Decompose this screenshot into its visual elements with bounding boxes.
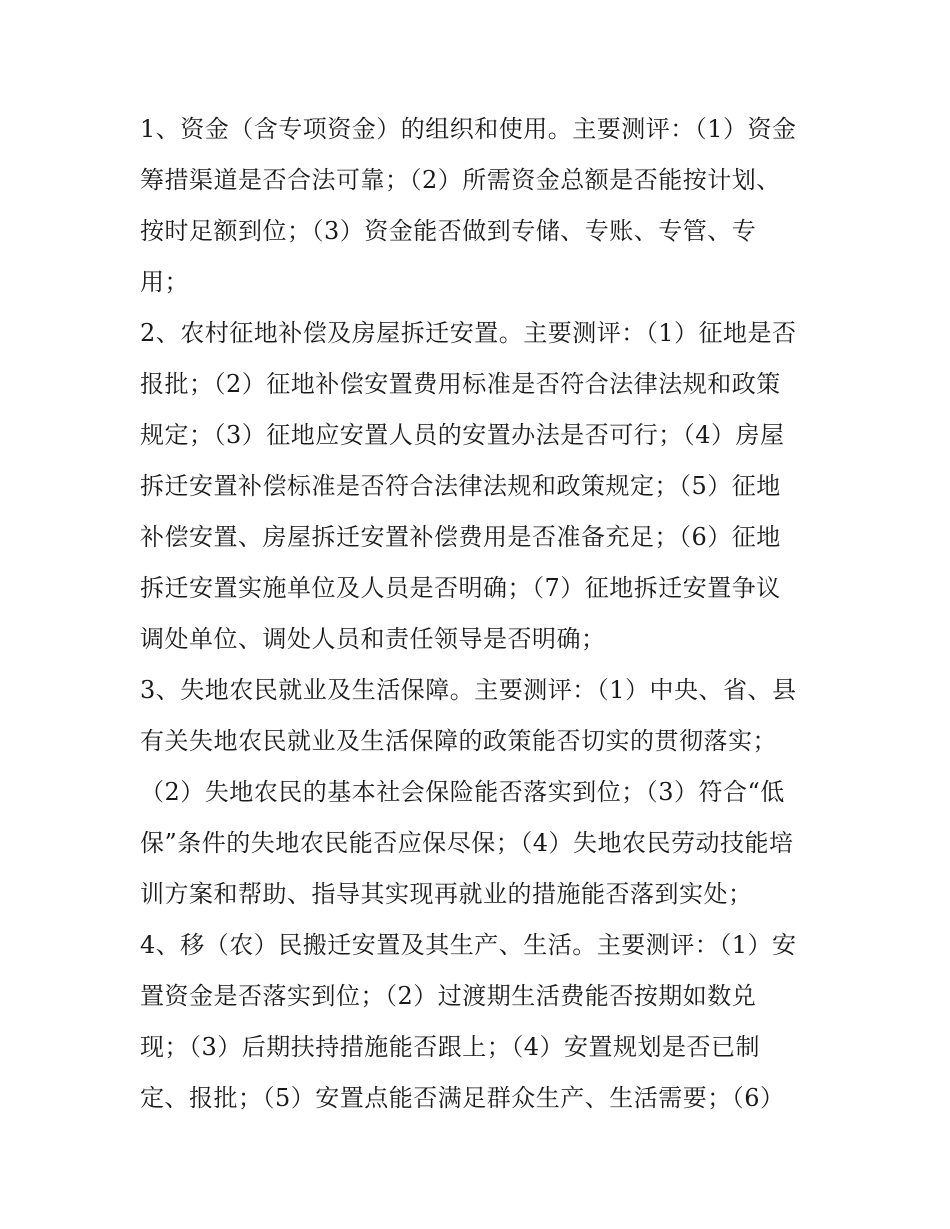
text-line: 2、农村征地补偿及房屋拆迁安置。主要测评：（1）征地是否: [140, 319, 797, 347]
text-line: 1、资金（含专项资金）的组织和使用。主要测评：（1）资金: [140, 115, 797, 143]
text-line: 拆迁安置实施单位及人员是否明确；（7）征地拆迁安置争议: [140, 574, 781, 602]
text-line: 报批；（2）征地补偿安置费用标准是否符合法律法规和政策: [140, 370, 781, 398]
text-line: 定、报批；（5）安置点能否满足群众生产、生活需要；（6）: [140, 1084, 785, 1112]
text-line: 训方案和帮助、指导其实现再就业的措施能否落到实处；: [140, 880, 753, 908]
text-line: 补偿安置、房屋拆迁安置补偿费用是否准备充足；（6）征地: [140, 523, 781, 551]
text-line: 按时足额到位；（3）资金能否做到专储、专账、专管、专: [140, 217, 757, 245]
text-line: 3、失地农民就业及生活保障。主要测评：（1）中央、省、县: [140, 676, 797, 704]
text-line: 筹措渠道是否合法可靠；（2）所需资金总额是否能按计划、: [140, 166, 781, 194]
text-line: 有关失地农民就业及生活保障的政策能否切实的贯彻落实；: [140, 727, 777, 755]
text-line: 保”条件的失地农民能否应保尽保；（4）失地农民劳动技能培: [140, 829, 794, 857]
text-line: 规定；（3）征地应安置人员的安置办法是否可行；（4）房屋: [140, 421, 785, 449]
text-line: 现；（3）后期扶持措施能否跟上；（4）安置规划是否已制: [140, 1033, 761, 1061]
text-line: 4、移（农）民搬迁安置及其生产、生活。主要测评：（1）安: [140, 931, 797, 959]
text-line: 拆迁安置补偿标准是否符合法律法规和政策规定；（5）征地: [140, 472, 781, 500]
document-body: [140, 104, 820, 1124]
text-line: 置资金是否落实到位；（2）过渡期生活费能否按期如数兑: [140, 982, 757, 1010]
text-line: 用；: [140, 268, 189, 296]
text-line: 调处单位、调处人员和责任领导是否明确；: [140, 625, 606, 653]
text-line: （2）失地农民的基本社会保险能否落实到位；（3）符合“低: [140, 778, 785, 806]
